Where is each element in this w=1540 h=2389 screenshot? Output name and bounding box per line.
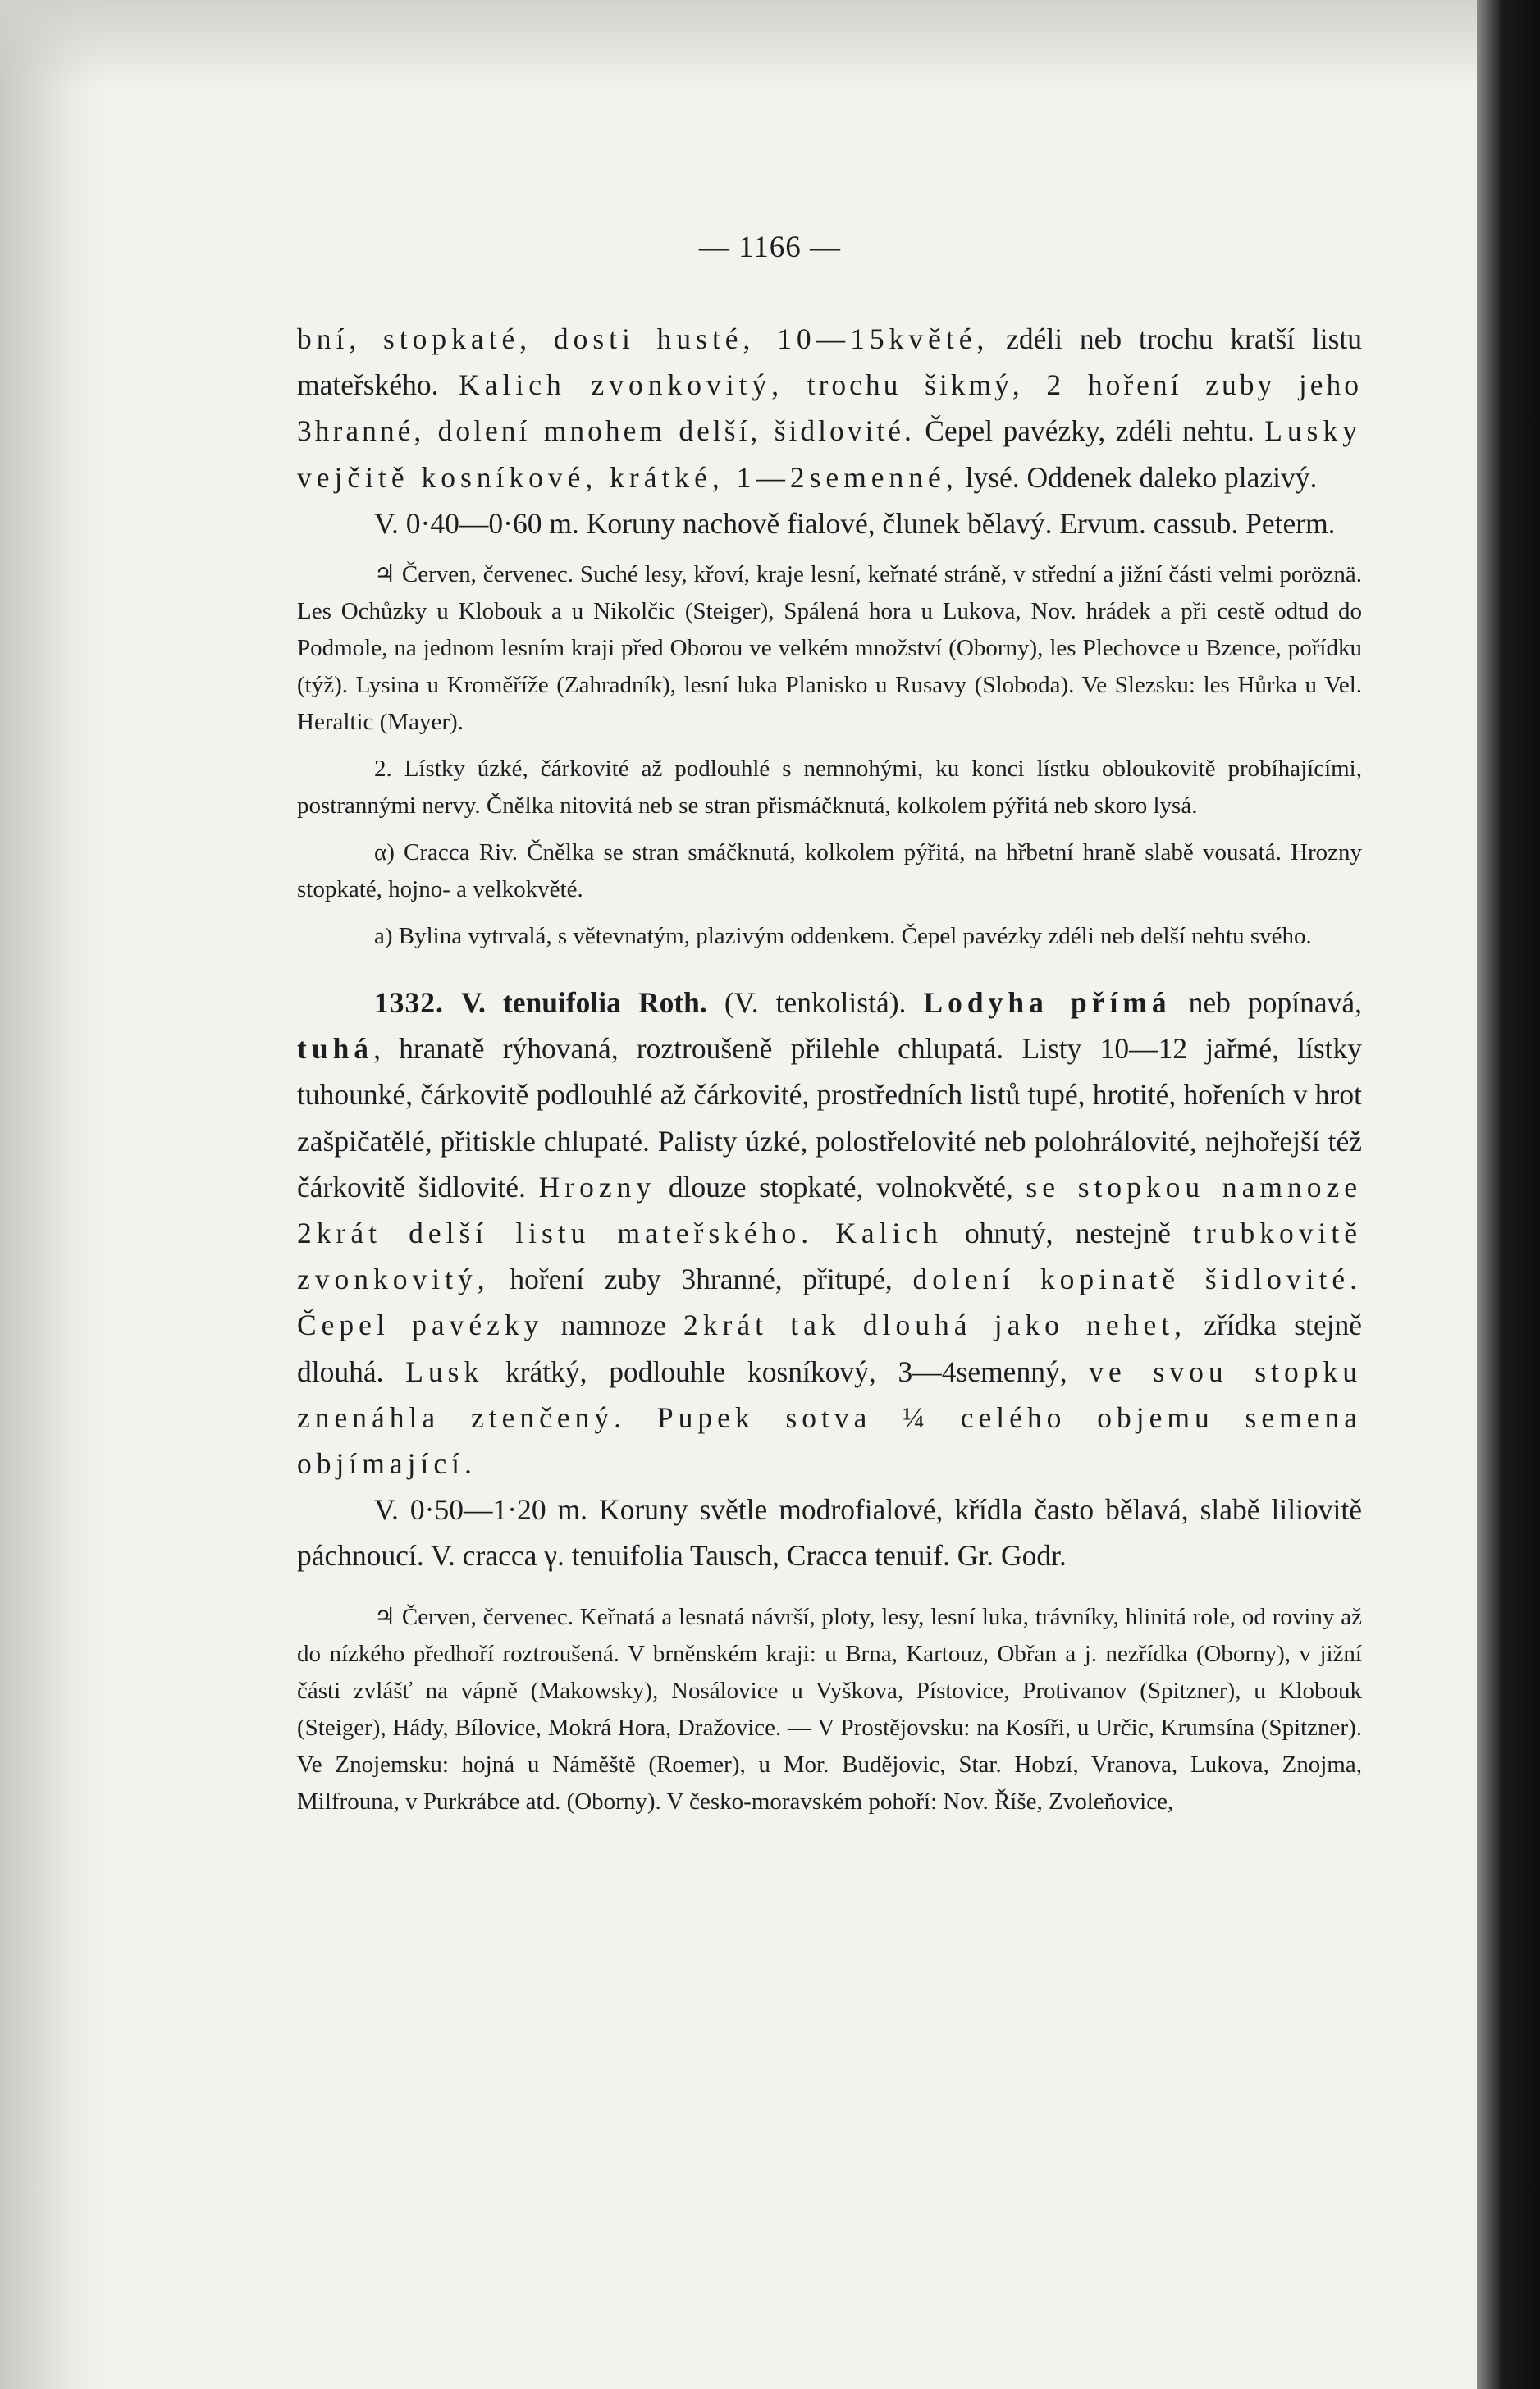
text-spaced: tuhá xyxy=(297,1032,374,1066)
text xyxy=(813,1217,835,1249)
text-spaced: ve svou stopku znenáhla ztenčený. Pupek sotva ¼ celého objemu semena objímající. xyxy=(297,1354,1363,1481)
text: zdéli neb trochu kratší listu mateřského. xyxy=(297,322,1362,402)
text: namnoze xyxy=(543,1309,684,1342)
text-spaced: se stopkou namnoze 2krát delší listu mateřského. xyxy=(297,1170,1362,1250)
species-czech-name: (V. tenkolistá). xyxy=(724,986,907,1020)
text: dlouze stopkaté, volnokvěté, xyxy=(656,1170,1026,1204)
text: Čepel pavézky, zdéli nehtu. xyxy=(914,414,1265,448)
text: hoření zuby 3hranné, přitupé, xyxy=(489,1263,913,1296)
species-name: V. tenuifolia Roth. xyxy=(460,986,707,1020)
page-text xyxy=(297,316,1362,1820)
text: zřídka stejně dlouhá. xyxy=(297,1309,1363,1388)
text-spaced: dolení kopinatě šidlovité. Čepel pavézky xyxy=(297,1263,1362,1342)
scan-shadow-top xyxy=(0,0,1540,90)
text-spaced: trubkovitě zvonkovitý, xyxy=(297,1217,1362,1296)
description-continuation xyxy=(297,316,1362,500)
species-paragraph xyxy=(297,980,1362,1487)
text-spaced: Lusk xyxy=(405,1354,484,1388)
text: ohnutý, nestejně xyxy=(942,1217,1194,1250)
text-spaced: Kalich zvonkovitý, xyxy=(459,368,784,402)
key-alpha-paragraph: α) Cracca Riv. Čnělka se stran smáčknutá, kolkolem pýřitá, na hřbetní hraně slabě vousatá. Hrozny stopkaté, hojno- a velkokvěté. xyxy=(297,839,1362,903)
text-spaced: Lusky vejčitě kosníkové, krátké, 1—2semenné, xyxy=(297,414,1362,494)
size-line: V. 0·40—0·60 m. Koruny nachově fialové, člunek bělavý. Ervum. cassub. Peterm. xyxy=(374,506,1336,540)
page-number: — 1166 — xyxy=(698,231,842,264)
text-spaced: Kalich xyxy=(835,1217,943,1250)
scan-shadow-left xyxy=(0,0,107,2389)
text-spaced: Lodyha přímá xyxy=(923,986,1172,1020)
key-paragraph: 2. Lístky úzké, čárkovité až podlouhlé s nemnohými, ku konci lístku obloukovitě probíhajícími, postrannými nervy. Čnělka nitovitá neb se stran přismáčknutá, kolkolem pýřitá neb skoro lysá. xyxy=(297,756,1362,820)
key-a-paragraph: a) Bylina vytrvalá, s větevnatým, plazivým oddenkem. Čepel pavézky zdéli neb delší nehtu svého. xyxy=(374,923,1312,950)
text-spaced: 2krát tak dlouhá jako nehet, xyxy=(683,1309,1186,1342)
text: krátký, podlouhle kosníkový, 3—4semenný, xyxy=(483,1354,1090,1388)
species-number: 1332. xyxy=(374,986,444,1020)
text: trochu šikmý, 2 hoření zuby jeho 3hranné, dolení mnohem delší, šidlovité. xyxy=(297,368,1362,448)
text: lysé. Oddenek daleko plazivý. xyxy=(957,460,1318,494)
text-spaced: Hrozny xyxy=(538,1170,656,1204)
habitat-paragraph: ♃ Červen, červenec. Keřnatá a lesnatá návrší, ploty, lesy, lesní luka, trávníky, hlinitá role, od roviny až do nízkého předhoří roztroušená. V brněnském kraji: u Brna, Kartouz, Obřan a j. nezřídka (Oborny), v jižní části zvlášť na vápně (Makowsky), Nosálovice u Vyškova, Pístovice, Protivanov (Spitzner), u Klobouk (Steiger), Hády, Bílovice, Mokrá Hora, Dražovice. — V Prostějovsku: na Kosíři, u Určic, Krumsína (Spitzner). Ve Znojemsku: hojná u Náměště (Roemer), u Mor. Budějovic, Star. Hobzí, Vranova, Lukova, Znojma, Milfrouna, v Purkrábce atd. (Oborny). V česko-moravském pohoří: Nov. Říše, Zvoleňovice, xyxy=(297,1603,1362,1815)
text: neb popínavá, xyxy=(1171,986,1362,1020)
habitat-paragraph: ♃ Červen, červenec. Suché lesy, křoví, kraje lesní, keřnaté stráně, v střední a jižní části velmi poröznä. Les Ochůzky u Klobouk a u Nikolčic (Steiger), Spálená hora u Lukova, Nov. hrádek a při cestě odtud do Podmole, na jednom lesním kraji před Oborou ve velkém množství (Oborny), les Plechovce u Bzence, pořídku (týž). Lysina u Kroměříže (Zahradník), lesní luka Planisko u Rusavy (Sloboda). Ve Slezsku: les Hůrka u Vel. Heraltic (Mayer). xyxy=(297,561,1362,736)
text: , hranatě rýhovaná, roztroušeně přilehle chlupatá. Listy 10—12 jařmé, lístky tuhounké, čárkovitě podlouhlé až čárkovité, prostředních listů tupé, hrotité, hořeních v hrot zašpičatělé, přitiskle chlupaté. Palisty úzké, polostřelovité neb polohrálovité, nejhořejší též čárkovitě šidlovité. xyxy=(297,1032,1362,1204)
species-size-line: V. 0·50—1·20 m. Koruny světle modrofialové, křídla často bělavá, slabě liliovitě páchnoucí. V. cracca γ. tenuifolia Tausch, Cracca tenuif. Gr. Godr. xyxy=(297,1493,1362,1573)
page-edge xyxy=(1477,0,1540,2389)
text-spaced: bní, stopkaté, dosti husté, 10—15květé, xyxy=(297,322,989,355)
